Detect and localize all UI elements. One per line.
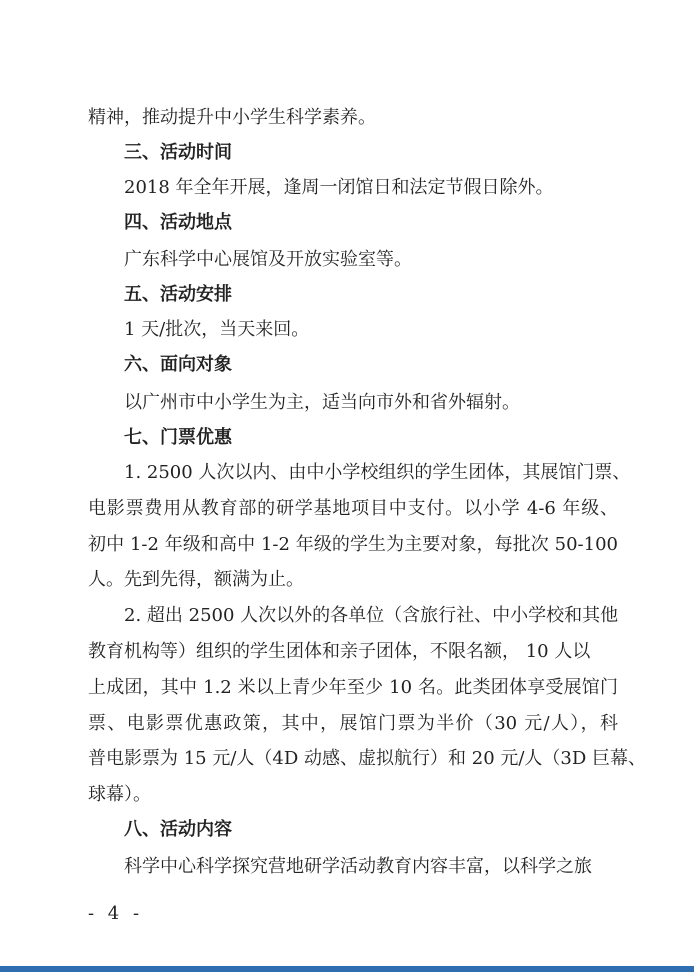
paragraph-line: 科学中心科学探究营地研学活动教育内容丰富，以科学之旅 bbox=[124, 856, 592, 877]
paragraph-line: 人。先到先得，额满为止。 bbox=[88, 569, 304, 590]
section-heading-activity-time: 三、活动时间 bbox=[124, 142, 232, 163]
paragraph-line: 以广州市中小学生为主，适当向市外和省外辐射。 bbox=[124, 392, 520, 413]
paragraph-line: 初中 1-2 年级和高中 1-2 年级的学生为主要对象，每批次 50-100 bbox=[88, 534, 618, 555]
bottom-edge-bar bbox=[0, 966, 694, 972]
paragraph-line: 2. 超出 2500 人次以外的各单位（含旅行社、中小学校和其他 bbox=[124, 605, 619, 626]
section-heading-ticket-discount: 七、门票优惠 bbox=[124, 427, 232, 448]
section-heading-activity-content: 八、活动内容 bbox=[124, 819, 232, 840]
section-heading-activity-arrangement: 五、活动安排 bbox=[124, 284, 232, 305]
paragraph-line: 电影票费用从教育部的研学基地项目中支付。以小学 4-6 年级、 bbox=[88, 498, 618, 519]
section-heading-activity-location: 四、活动地点 bbox=[124, 212, 232, 233]
paragraph-line: 球幕）。 bbox=[88, 784, 151, 805]
paragraph-line: 上成团，其中 1.2 米以上青少年至少 10 名。此类团体享受展馆门 bbox=[88, 677, 618, 698]
paragraph-line: 票、电影票优惠政策，其中，展馆门票为半价（30 元/人），科 bbox=[88, 713, 618, 734]
paragraph-line: 广东科学中心展馆及开放实验室等。 bbox=[124, 249, 412, 270]
paragraph-line: 1. 2500 人次以内、由中小学校组织的学生团体，其展馆门票、 bbox=[124, 462, 631, 483]
paragraph-line: 2018 年全年开展，逢周一闭馆日和法定节假日除外。 bbox=[124, 177, 554, 198]
section-heading-target-audience: 六、面向对象 bbox=[124, 354, 232, 375]
paragraph-line: 精神，推动提升中小学生科学素养。 bbox=[88, 107, 376, 128]
paragraph-line: 普电影票为 15 元/人（4D 动感、虚拟航行）和 20 元/人（3D 巨幕、 bbox=[88, 748, 647, 769]
page-number: - 4 - bbox=[88, 903, 144, 924]
paragraph-line: 1 天/批次，当天来回。 bbox=[124, 319, 310, 340]
paragraph-line: 教育机构等）组织的学生团体和亲子团体，不限名额， 10 人以 bbox=[88, 641, 591, 662]
